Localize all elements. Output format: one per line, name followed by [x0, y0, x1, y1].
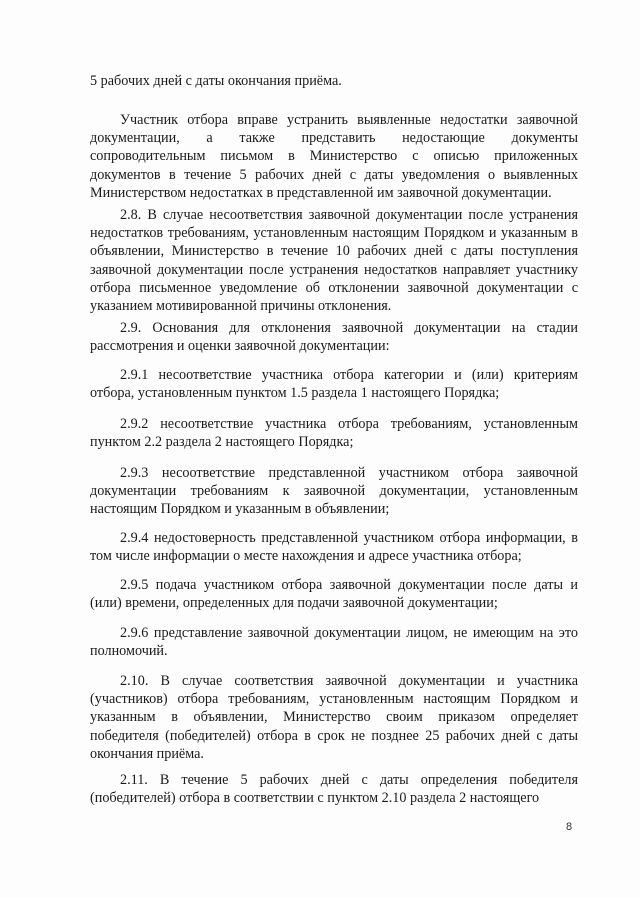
paragraph-2-11: 2.11. В течение 5 рабочих дней с даты определения победителя (победителей) отбора в соответствии с пунктом 2.10 раздела 2 настоящего — [90, 772, 578, 807]
paragraph-2-9-5: 2.9.5 подача участником отбора заявочной документации после даты и (или) времени, определенных для подачи заявочной документации; — [90, 577, 578, 612]
paragraph-2-9-6: 2.9.6 представление заявочной документации лицом, не имеющим на это полномочий. — [90, 625, 578, 660]
paragraph-2-8: 2.8. В случае несоответствия заявочной документации после устранения недостатков требованиям, установленным настоящим Порядком и указанным в объявлении, Министерство в течение 10 рабочих дней с даты поступления заявочной документации после устранения недостатков направляет участнику отбора письменное уведомление об отклонении заявочной документации с указанием мотивированной причины отклонения. — [90, 207, 578, 315]
paragraph-2-10: 2.10. В случае соответствия заявочной документации и участника (участников) отбора требованиям, установленным настоящим Порядком и указанным в объявлении, Министерство своим приказом определяет победителя (победителей) отбора в срок не позднее 25 рабочих дней с даты окончания приёма. — [90, 673, 578, 762]
paragraph-1: 5 рабочих дней с даты окончания приёма. — [90, 73, 342, 89]
paragraph-2-9-4: 2.9.4 недостоверность представленной участником отбора информации, в том числе информации о месте нахождения и адресе участника отбора; — [90, 530, 578, 565]
paragraph-2: Участник отбора вправе устранить выявленные недостатки заявочной документации, а также представить недостающие документы сопроводительным письмом в Министерство с описью приложенных документов в течение 5 рабочих дней с даты уведомления о выявленных Министерством недостатках в представленной им заявочной документации. — [90, 112, 578, 201]
page-number: 8 — [566, 821, 573, 833]
paragraph-2-9-1: 2.9.1 несоответствие участника отбора категории и (или) критериям отбора, установленным пунктом 1.5 раздела 1 настоящего Порядка; — [90, 367, 578, 402]
paragraph-2-9-2: 2.9.2 несоответствие участника отбора требованиям, установленным пунктом 2.2 раздела 2 настоящего Порядка; — [90, 416, 578, 451]
paragraph-2-9-3: 2.9.3 несоответствие представленной участником отбора заявочной документации требованиям к заявочной документации, установленным настоящим Порядком и указанным в объявлении; — [90, 465, 578, 518]
paragraph-2-9: 2.9. Основания для отклонения заявочной документации на стадии рассмотрения и оценки заявочной документации: — [90, 320, 578, 355]
